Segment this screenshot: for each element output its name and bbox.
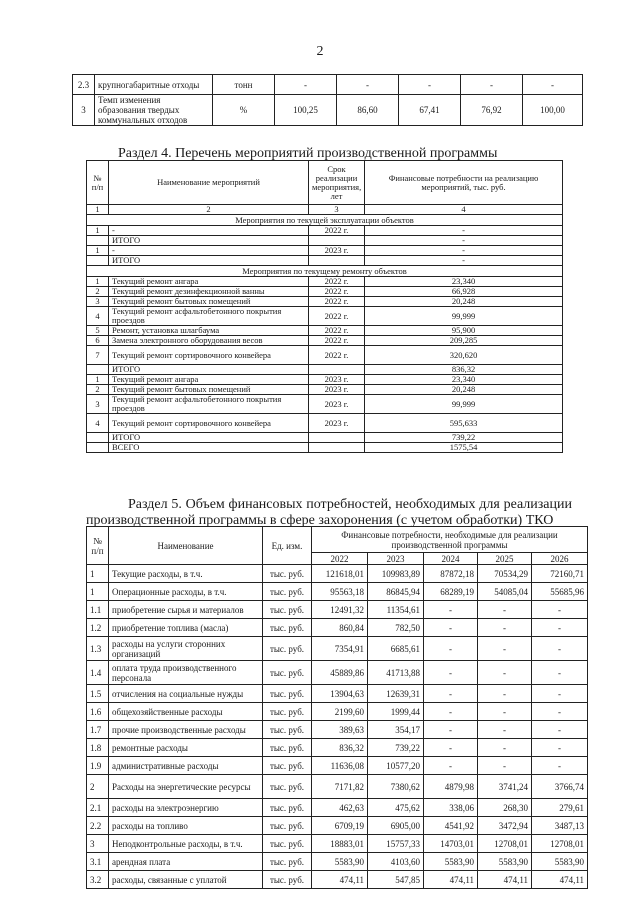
row-year: 2022 г. [309,336,365,346]
table-row [87,414,563,433]
table-row [87,637,588,661]
table-row [87,685,588,703]
row-num: 1.1 [87,601,109,619]
table-row [87,297,563,307]
row-value: - [478,721,532,739]
row-unit: тыс. руб. [263,685,312,703]
row-num: 5 [87,326,109,336]
table-row [87,395,563,414]
row-value: - [365,236,563,246]
table-row [87,287,563,297]
table-row [87,853,588,871]
row-value: 4879,98 [424,775,478,799]
row-value: - [532,637,588,661]
row-value: 474,11 [478,871,532,889]
top-indicators-table [72,74,583,126]
row-name: Текущий ремонт сортировочного конвейера [109,414,309,433]
row-name: Текущий ремонт бытовых помещений [109,385,309,395]
row-unit: тыс. руб. [263,757,312,775]
row-unit: тыс. руб. [263,775,312,799]
header-index: 1 [87,205,109,215]
row-num: 1 [87,226,109,236]
header-num: № п/п [87,527,109,565]
row-num: 1.9 [87,757,109,775]
row-num: 4 [87,307,109,326]
row-value: 12491,32 [312,601,368,619]
row-num: 3 [87,297,109,307]
row-num: 2 [87,287,109,297]
row-year [309,256,365,266]
row-num: 2 [87,775,109,799]
row-name: ИТОГО [109,236,309,246]
row-num: 1 [87,277,109,287]
row-value: 95,900 [365,326,563,336]
row-unit: тыс. руб. [263,721,312,739]
row-value: 5583,90 [424,853,478,871]
row-name: Текущий ремонт ангара [109,277,309,287]
row-name: крупногабаритные отходы [95,75,213,95]
table-row [87,775,588,799]
row-value: 66,928 [365,287,563,297]
row-unit: % [213,95,275,126]
row-value: 4103,60 [368,853,424,871]
row-name: ИТОГО [109,433,309,443]
row-value: 836,32 [312,739,368,757]
table-row [87,375,563,385]
row-num: 1.6 [87,703,109,721]
table-row [73,95,583,126]
header-name: Наименование мероприятий [109,161,309,205]
header-term: Срок реализации мероприятия, лет [309,161,365,205]
row-num: 1.4 [87,661,109,685]
row-value: 7171,82 [312,775,368,799]
row-num: 1.3 [87,637,109,661]
row-value: 3472,94 [478,817,532,835]
row-unit: тыс. руб. [263,871,312,889]
row-value: 739,22 [365,433,563,443]
row-name: расходы на топливо [109,817,263,835]
row-num: 6 [87,336,109,346]
row-year: 2022 г. [309,277,365,287]
row-year [309,365,365,375]
row-value: 7354,91 [312,637,368,661]
row-name: Расходы на энергетические ресурсы [109,775,263,799]
row-value: 3487,13 [532,817,588,835]
table-row [87,307,563,326]
row-value: 739,22 [368,739,424,757]
row-num: 3 [73,95,95,126]
row-unit: тыс. руб. [263,853,312,871]
row-value: 860,84 [312,619,368,637]
row-value: - [532,601,588,619]
row-num: 1.8 [87,739,109,757]
section5-title-line1: Раздел 5. Объем финансовых потребностей, необходимых для реализации [128,497,572,512]
table-row [87,365,563,375]
row-value: 836,32 [365,365,563,375]
row-value: 462,63 [312,799,368,817]
row-value: - [365,226,563,236]
row-value: 12708,01 [532,835,588,853]
row-name: Текущие расходы, в т.ч. [109,565,263,583]
row-name: расходы, связанные с уплатой [109,871,263,889]
row-name: Текущий ремонт дезинфекционной ванны [109,287,309,297]
section5-title [86,497,572,529]
row-value: 338,06 [424,799,478,817]
row-value: 99,999 [365,395,563,414]
row-name: Замена электронного оборудования весов [109,336,309,346]
row-value: 70534,29 [478,565,532,583]
row-value: - [365,256,563,266]
row-name: ВСЕГО [109,443,309,453]
row-value: 4541,92 [424,817,478,835]
row-num [87,236,109,246]
section5-finance-table [86,526,588,889]
row-value: 109983,89 [368,565,424,583]
row-value: 15757,33 [368,835,424,853]
row-value: 10577,20 [368,757,424,775]
row-num: 4 [87,414,109,433]
row-value: 76,92 [461,95,523,126]
row-value: 5583,90 [478,853,532,871]
table-row [87,619,588,637]
row-value: - [275,75,337,95]
row-name: ИТОГО [109,256,309,266]
header-index: 2 [109,205,309,215]
row-value: - [424,637,478,661]
row-year: 2023 г. [309,414,365,433]
row-value: 100,00 [523,95,583,126]
table-row [87,433,563,443]
row-name: Текущий ремонт асфальтобетонного покрытия проездов [109,307,309,326]
row-value: - [532,757,588,775]
row-name: арендная плата [109,853,263,871]
row-num: 3 [87,395,109,414]
row-value: - [478,757,532,775]
row-value: - [424,721,478,739]
row-value: - [424,685,478,703]
row-value: 1575,54 [365,443,563,453]
table-row [87,601,588,619]
row-value: 18883,01 [312,835,368,853]
row-num [87,256,109,266]
row-value: - [424,703,478,721]
row-year [309,443,365,453]
row-year: 2022 г. [309,307,365,326]
table-row [87,703,588,721]
header-year: 2025 [478,553,532,565]
table-row [87,661,588,685]
table-row [87,236,563,246]
row-num: 2.3 [73,75,95,95]
row-value: - [424,601,478,619]
row-value: - [532,619,588,637]
row-unit: тонн [213,75,275,95]
row-name: расходы на услуги сторонних организаций [109,637,263,661]
row-year: 2022 г. [309,297,365,307]
row-num: 7 [87,346,109,365]
group-row [87,266,563,277]
row-value: - [424,739,478,757]
row-num: 2.2 [87,817,109,835]
row-value: 20,248 [365,297,563,307]
row-name: Неподконтрольные расходы, в т.ч. [109,835,263,853]
row-value: 475,62 [368,799,424,817]
row-value: - [532,661,588,685]
header-year: 2024 [424,553,478,565]
row-value: 55685,96 [532,583,588,601]
row-value: 2199,60 [312,703,368,721]
row-name: приобретение топлива (масла) [109,619,263,637]
row-value: - [365,246,563,256]
row-value: 279,61 [532,799,588,817]
row-num [87,443,109,453]
row-value: - [532,739,588,757]
row-value: 13904,63 [312,685,368,703]
page-number: 2 [316,44,324,59]
row-value: 67,41 [399,95,461,126]
row-value: 54085,04 [478,583,532,601]
row-value: 12639,31 [368,685,424,703]
row-value: 474,11 [532,871,588,889]
row-name: прочие производственные расходы [109,721,263,739]
row-name: - [109,226,309,236]
row-value: 354,17 [368,721,424,739]
row-unit: тыс. руб. [263,619,312,637]
row-num: 1.5 [87,685,109,703]
row-num: 3 [87,835,109,853]
header-year: 2026 [532,553,588,565]
row-value: - [424,619,478,637]
row-num [87,433,109,443]
table-row [87,871,588,889]
table-row [87,721,588,739]
row-value: 87872,18 [424,565,478,583]
row-name: приобретение сырья и материалов [109,601,263,619]
row-year: 2023 г. [309,375,365,385]
row-value: 100,25 [275,95,337,126]
section4-measures-table [86,160,563,453]
row-name: Текущий ремонт асфальтобетонного покрытия проездов [109,395,309,414]
row-unit: тыс. руб. [263,739,312,757]
header-year: 2023 [368,553,424,565]
row-value: 474,11 [312,871,368,889]
row-year: 2022 г. [309,346,365,365]
row-value: 68289,19 [424,583,478,601]
row-value: 121618,01 [312,565,368,583]
table-row [87,583,588,601]
row-year [309,236,365,246]
row-value: 72160,71 [532,565,588,583]
row-value: 595,633 [365,414,563,433]
header-index: 4 [365,205,563,215]
row-value: - [478,685,532,703]
table-row [87,443,563,453]
row-name: общехозяйственные расходы [109,703,263,721]
row-value: - [424,661,478,685]
group-title: Мероприятия по текущей эксплуатации объектов [87,215,563,226]
row-year: 2022 г. [309,326,365,336]
table-row [87,277,563,287]
row-name: Операционные расходы, в т.ч. [109,583,263,601]
row-unit: тыс. руб. [263,799,312,817]
table-row [87,385,563,395]
row-name: Темп изменения образования твердых коммунальных отходов [95,95,213,126]
table-row [87,246,563,256]
header-financial-needs: Финансовые потребности, необходимые для реализации производственной программы [312,527,588,553]
table-row [87,256,563,266]
row-num: 2.1 [87,799,109,817]
table-row [87,739,588,757]
group-row [87,215,563,226]
row-unit: тыс. руб. [263,565,312,583]
row-value: 474,11 [424,871,478,889]
row-value: 3766,74 [532,775,588,799]
row-num: 3.1 [87,853,109,871]
row-value: - [532,703,588,721]
table-row [73,75,583,95]
header-name: Наименование [109,527,263,565]
header-unit: Ед. изм. [263,527,312,565]
row-year [309,433,365,443]
row-value: 6709,19 [312,817,368,835]
row-value: - [478,619,532,637]
table-row [87,565,588,583]
row-value: 86845,94 [368,583,424,601]
row-value: 20,248 [365,385,563,395]
row-name: ИТОГО [109,365,309,375]
row-value: 209,285 [365,336,563,346]
row-value: 389,63 [312,721,368,739]
row-value: - [478,703,532,721]
row-value: - [532,721,588,739]
row-name: ремонтные расходы [109,739,263,757]
row-value: - [461,75,523,95]
header-num: № п/п [87,161,109,205]
row-value: 23,340 [365,375,563,385]
row-value: 320,620 [365,346,563,365]
table-row [87,326,563,336]
row-year: 2023 г. [309,395,365,414]
row-name: - [109,246,309,256]
row-value: 12708,01 [478,835,532,853]
row-num: 1.7 [87,721,109,739]
row-value: 5583,90 [312,853,368,871]
group-title: Мероприятия по текущему ремонту объектов [87,266,563,277]
row-value: 99,999 [365,307,563,326]
table-row [87,336,563,346]
row-value: 547,85 [368,871,424,889]
section4-title: Раздел 4. Перечень мероприятий производственной программы [118,146,498,161]
row-value: - [337,75,399,95]
row-value: 86,60 [337,95,399,126]
row-year: 2022 г. [309,226,365,236]
row-value: 6905,00 [368,817,424,835]
row-num: 1.2 [87,619,109,637]
row-value: - [478,601,532,619]
row-value: 3741,24 [478,775,532,799]
row-name: Текущий ремонт сортировочного конвейера [109,346,309,365]
row-value: 23,340 [365,277,563,287]
row-year: 2023 г. [309,385,365,395]
row-year: 2022 г. [309,287,365,297]
row-value: 11636,08 [312,757,368,775]
row-value: 268,30 [478,799,532,817]
row-value: 6685,61 [368,637,424,661]
row-value: 45889,86 [312,661,368,685]
row-value: - [399,75,461,95]
row-num: 3.2 [87,871,109,889]
row-num: 1 [87,246,109,256]
row-name: административные расходы [109,757,263,775]
row-unit: тыс. руб. [263,637,312,661]
table-row [87,757,588,775]
row-num: 2 [87,385,109,395]
header-index: 3 [309,205,365,215]
row-name: Текущий ремонт бытовых помещений [109,297,309,307]
row-num [87,365,109,375]
row-name: расходы на электроэнергию [109,799,263,817]
row-name: отчисления на социальные нужды [109,685,263,703]
row-value: - [523,75,583,95]
row-unit: тыс. руб. [263,835,312,853]
row-value: 5583,90 [532,853,588,871]
row-name: оплата труда производственного персонала [109,661,263,685]
table-row [87,226,563,236]
table-row [87,346,563,365]
row-unit: тыс. руб. [263,661,312,685]
row-value: 95563,18 [312,583,368,601]
row-unit: тыс. руб. [263,817,312,835]
row-value: 7380,62 [368,775,424,799]
row-value: 1999,44 [368,703,424,721]
row-unit: тыс. руб. [263,583,312,601]
row-value: 782,50 [368,619,424,637]
row-year: 2023 г. [309,246,365,256]
row-unit: тыс. руб. [263,601,312,619]
row-value: - [532,685,588,703]
row-value: - [478,661,532,685]
table-row [87,799,588,817]
header-year: 2022 [312,553,368,565]
header-financial-needs: Финансовые потребности на реализацию мероприятий, тыс. руб. [365,161,563,205]
row-value: - [478,637,532,661]
row-name: Текущий ремонт ангара [109,375,309,385]
row-value: - [424,757,478,775]
row-name: Ремонт, установка шлагбаума [109,326,309,336]
row-value: 11354,61 [368,601,424,619]
row-num: 1 [87,583,109,601]
row-value: 14703,01 [424,835,478,853]
row-value: - [478,739,532,757]
row-num: 1 [87,375,109,385]
table-row [87,835,588,853]
table-row [87,817,588,835]
row-value: 41713,88 [368,661,424,685]
section5-title-line2: производственной программы в сфере захоронения (с учетом обработки) ТКО [86,513,554,528]
row-unit: тыс. руб. [263,703,312,721]
row-num: 1 [87,565,109,583]
